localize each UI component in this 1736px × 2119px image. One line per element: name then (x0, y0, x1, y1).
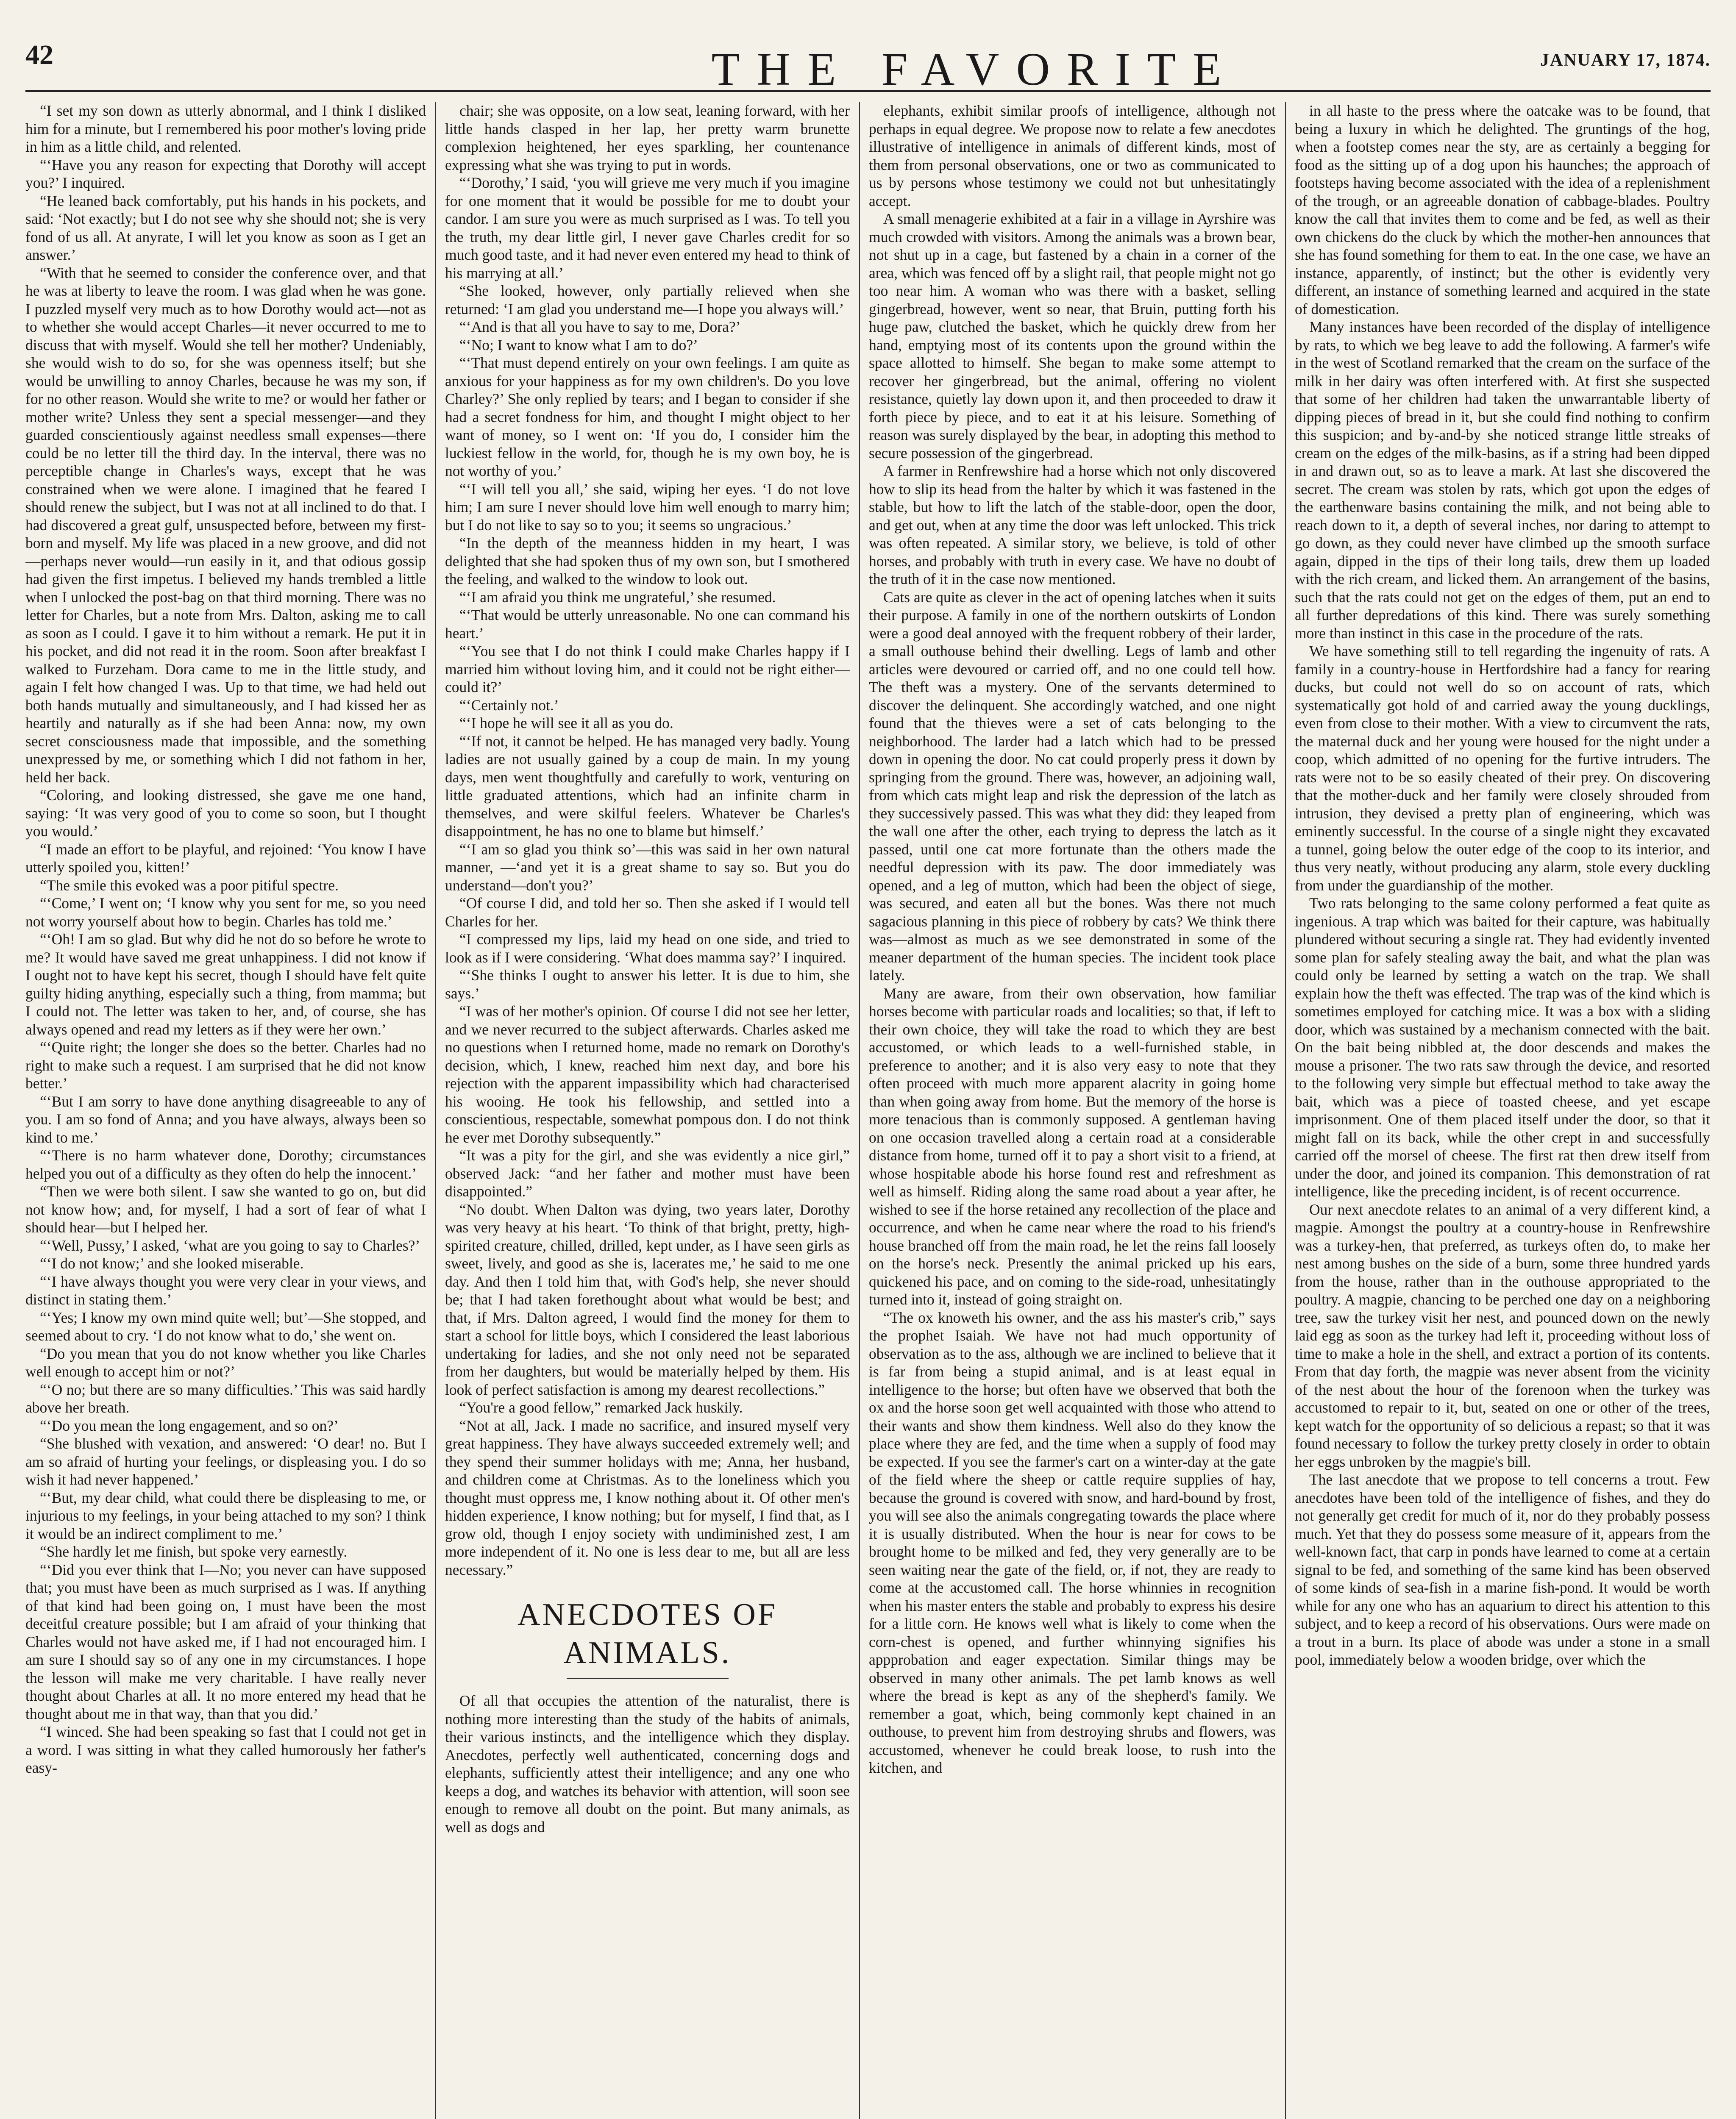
paragraph: “‘I do not know;’ and she looked miserable. (40, 1255, 304, 1272)
paragraph: “She hardly let me finish, but spoke very earnestly. (40, 1543, 348, 1560)
paragraph: “‘You see that I do not think I could make Charles happy if I married him without loving him, and it could not be right either—could it?’ (445, 642, 850, 695)
header-rule (25, 90, 1711, 92)
paragraph: Many instances have been recorded of the display of intelligence by rats, to which we beg leave to add the following. A farmer's wife in the west of Scotland remarked that the cream on the surface of the milk in her dairy was often interfered with. At first she suspected that some of her children had taken the unwarrantable liberty of dipping pieces of bread in it, but she could find nothing to confirm this suspicion; and by-and-by she noticed strange little streaks of cream on the edges of the milk-basins, as if a string had been dipped in and drawn out, so as to leave a mark. At last she discovered the secret. The cream was stolen by rats, which got upon the edges of the earthenware basins containing the milk, and not being able to reach down to it, a depth of several inches, nor daring to attempt to go down, as they could never have climbed up the smooth surface again, dipped in the tips of their long tails, drew them up loaded with the rich cream, and licked them. An arrangement of the basins, such that the rats could not get on the edges of them, put an end to all further depredations of this kind. There was surely something more than instinct in this case in the procedure of the rats. (1295, 318, 1710, 642)
paragraph: elephants, exhibit similar proofs of intelligence, although not perhaps in equal degree. We propose now to relate a few anecdotes illustrative of intelligence in animals of different kinds, most of them from personal observations, one or two as communicated to us by persons whose testimony we could not but unhesitatingly accept. (869, 102, 1276, 209)
paragraph: “The smile this evoked was a poor pitiful spectre. (40, 876, 339, 894)
paragraph: The last anecdote that we propose to tell concerns a trout. Few anecdotes have been told of the intelligence of fishes, and they do not generally get credit for much of it, nor do they probably possess much. Yet that they do possess some measure of it, appears from the well-known fact, that carp in ponds have learned to come at a certain signal to be fed, and something of the same kind has been observed of some kinds of sea-fish in a marine fish-pond. It would be worth while for any one who has an aquarium to direct his attention to this subject, and to keep a record of his observations. Ours were made on a trout in a burn. Its place of abode was under a stone in a small pool, immediately below a wooden bridge, over which the (1295, 1471, 1710, 1668)
paragraph: “‘Do you mean the long engagement, and so on?’ (40, 1417, 339, 1434)
paragraph: “She blushed with vexation, and answered: ‘O dear! no. But I am so afraid of hurting your feelings, or displeasing you. I do so wish it had never happened.’ (25, 1435, 426, 1488)
issue-date: JANUARY 17, 1874. (1540, 50, 1711, 70)
paragraph: “‘Have you any reason for expecting that Dorothy will accept you?’ I inquired. (25, 156, 426, 191)
paragraph: “She looked, however, only partially relieved when she returned: ‘I am glad you understand me—I hope you always will.’ (445, 282, 850, 317)
paragraph: “Not at all, Jack. I made no sacrifice, and insured myself very great happiness. They have always succeeded extremely well; and they spend their summer holidays with me; Anna, her husband, and children come at Christmas. As to the loneliness which you thought must oppress me, I know nothing about it. Of other men's hidden experience, I know nothing; but for myself, I find that, as I grow old, though I enjoy society with undiminished zest, I am more independent of it. No one is less dear to me, but all are less necessary.” (445, 1417, 850, 1578)
paragraph: “‘Certainly not.’ (459, 696, 559, 714)
paragraph: “‘I am so glad you think so’—this was said in her own natural manner, —‘and yet it is a great shame to say so. But you do understand—don't you?’ (445, 840, 850, 894)
article-title: ANECDOTES OF ANIMALS. (517, 1597, 777, 1670)
column-divider (859, 102, 860, 2119)
paragraph: “‘Did you ever think that I—No; you never can have supposed that; you must have been as much surprised as I was. If anything of that kind had been going on, I must have been the most deceitful creature possible; but I am afraid of your thinking that Charles would not have asked me, if I had not encouraged him. I am sure I should say so of any one in my circumstances. I hope the lesson will make me very charitable. I have really never thought about Charles at all. It no more entered my head that he thought about me in that way, than that you did.’ (25, 1561, 426, 1722)
paragraph: “The ox knoweth his owner, and the ass his master's crib,” says the prophet Isaiah. We have not had much opportunity of observation as to the ass, although we are inclined to believe that it is far from being a stupid animal, and is at least equal in intelligence to the horse; but often have we observed that both the ox and the horse soon get well acquainted with those who attend to their wants and show them kindness. Well also do they know the place where they are fed, and the time when a supply of food may be expected. If you see the farmer's cart on a winter-day at the gate of the field where the sheep or cattle require supplies of hay, because the ground is covered with snow, and hard-bound by frost, you will see also the animals congregating towards the place where it is usually distributed. When the hour is near for cows to be brought home to be milked and fed, they very generally are to be seen waiting near the gate of the field, or, if not, they are ready to come at the accustomed call. The horse whinnies in recognition when his master enters the stable and probably to express his desire for a little corn. He knows well what is likely to come when the corn-chest is opened, and further whinnying signifies his appprobation and eager expectation. Similar things may be observed in many other animals. The pet lamb knows as well where the bread is kept as any of the shepherd's family. We remember a goat, which, being commonly kept chained in an outhouse, to prevent him from destroying shrubs and flowers, was accustomed, whenever he could break loose, to rush into the kitchen, and (869, 1309, 1276, 1776)
paragraph: “I made an effort to be playful, and rejoined: ‘You know I have utterly spoiled you, kitten!’ (25, 840, 426, 876)
paragraph: “‘O no; but there are so many difficulties.’ This was said hardly above her breath. (25, 1381, 426, 1416)
paragraph: Our next anecdote relates to an animal of a very different kind, a magpie. Amongst the poultry at a country-house in Renfrewshire was a turkey-hen, that preferred, as turkeys often do, to make her nest among bushes on the side of a burn, some three hundred yards from the house, rather than in the outhouse appropriated to the poultry. A magpie, chancing to be perched one day on a neighboring tree, saw the turkey visit her nest, and pounced down on the newly laid egg as soon as the turkey had left it, proceeding without loss of time to make a hole in the shell, and extract a portion of its contents. From that day forth, the magpie was never absent from the vicinity of the nest about the hour of the forenoon when the turkey was accustomed to repair to it, but, seated on one or other of the trees, kept watch for the opportunity of so delicious a repast; so that it was found necessary to follow the turkey pretty closely in order to obtain her eggs unbroken by the magpie's bill. (1295, 1201, 1710, 1470)
paragraph: “‘I will tell you all,’ she said, wiping her eyes. ‘I do not love him; I am sure I never should love him well enough to marry him; but I do not like to say so to you; it seems so ungracious.’ (445, 480, 850, 534)
paragraph: A small menagerie exhibited at a fair in a village in Ayrshire was much crowded with visitors. Among the animals was a brown bear, not shut up in a cage, but fastened by a chain in a corner of the area, which was fenced off by a slight rail, that people might not go too near him. A woman who was there with a basket, selling gingerbread, however, went so near, that Bruin, putting forth his huge paw, clutched the basket, which he quickly drew from her hand, emptying most of its contents upon the ground within the space allotted to himself. She began to make some attempt to recover her gingerbread, but the animal, offering no violent resistance, quietly lay down upon it, and then proceeded to draw it forth piece by piece, and to eat it at his leisure. Something of reason was surely displayed by the bear, in adopting this method to secure possession of the gingerbread. (869, 210, 1276, 462)
paragraph: “It was a pity for the girl, and she was evidently a nice girl,” observed Jack: “and her father and mother must have been disappointed.” (445, 1147, 850, 1200)
paragraph: “‘Well, Pussy,’ I asked, ‘what are you going to say to Charles?’ (40, 1237, 420, 1254)
masthead: THE FAVORITE (711, 43, 1238, 95)
paragraph: “‘I have always thought you were very clear in your views, and distinct in stating them.’ (25, 1273, 426, 1308)
paragraph: Cats are quite as clever in the act of opening latches when it suits their purpose. A family in one of the northern outskirts of London were a good deal annoyed with the frequent robbery of their larder, a small outhouse behind their dwelling. Legs of lamb and other articles were devoured or carried off, and no one could tell how. The theft was a mystery. One of the servants determined to discover the delinquent. She accordingly watched, and one night found that the thieves were a set of cats belonging to the neighborhood. The larder had a latch which had to be pressed down in opening the door. No cat could properly press it down by springing from the ground. There was, however, an adjoining wall, from which cats might leap and risk the depression of the latch as they successively passed. This was what they did: they leaped from the wall one after the other, each trying to depress the latch as it passed, until one cat more fortunate than the others made the needful depression with its paw. The door immediately was opened, and a leg of mutton, which had been the object of siege, was secured, and eaten all but the bones. Was there not much sagacious planning in this piece of robbery by cats? We think there was—almost as much as we see demonstrated in some of the meaner department of the human species. The incident took place lately. (869, 588, 1276, 984)
column-1 (25, 102, 426, 2119)
paragraph: “‘Quite right; the longer she does so the better. Charles had no right to make such a request. I am surprised that he did not know better.’ (25, 1039, 426, 1092)
paragraph: “With that he seemed to consider the conference over, and that he was at liberty to leave the room. I was glad when he was gone. I puzzled myself very much as to how Dorothy would act—not as to whether she would accept Charles—it never occurred to me to discuss that with myself. Would she tell her mother? Undeniably, she would wish to do so, for she was openness itself; but she would be unwilling to annoy Charles, because he was my son, if for no other reason. Would she write to me? or would her father or mother write? Unless they sent a special messenger—and they guarded conscientiously against needless small expenses—there could be no letter till the third day. In the interval, there was no perceptible change in Charles's ways, except that he was constrained when we were alone. I imagined that he feared I should renew the subject, but I was not at all inclined to do that. I had discovered a great gulf, unsuspected before, between my first-born and myself. My life was placed in a new groove, and did not—perhaps never would—run easily in it, and that odious gossip had given the first impetus. I believed my hands trembled a little when I unlocked the post-bag on that third morning. There was no letter for Charles, but a note from Mrs. Dalton, asking me to call as soon as I could. I gave it to him without a remark. He put it in his pocket, and did not read it in the room. Soon after breakfast I walked to Furzeham. Dora came to me in the little study, and again I felt how changed I was. Up to that time, we had held out both hands mutually and simultaneously, and I had kissed her as heartily and naturally as if she had been Anna: now, my own secret consciousness made that impossible, and the something unexpressed by me, or something which I did not fathom in her, held her back. (25, 264, 426, 786)
paragraph: “‘That must depend entirely on your own feelings. I am quite as anxious for your happiness as for my own children's. Do you love Charley?’ She only replied by tears; and I began to consider if she had a secret fondness for him, and thought I might object to her want of money, so I went on: ‘If you do, I consider him the luckiest fellow in the world, for, though he is my own boy, he is not worthy of you.’ (445, 354, 850, 479)
paragraph: “‘If not, it cannot be helped. He has managed very badly. Young ladies are not usually gained by a coup de main. In my young days, men went thoughtfully and carefully to work, venturing on little graduated attentions, which had an infinite charm in themselves, and were skilful feelers. Whatever be Charles's disappointment, he has no one to blame but himself.’ (445, 732, 850, 840)
page-number: 42 (25, 39, 53, 70)
paragraph: “Do you mean that you do not know whether you like Charles well enough to accept him or not?’ (25, 1345, 426, 1380)
paragraph: “Of course I did, and told her so. Then she asked if I would tell Charles for her. (445, 895, 850, 930)
paragraph: Two rats belonging to the same colony performed a feat quite as ingenious. A trap which was baited for their capture, was habitually plundered without securing a single rat. They had evidently invented some plan for safely stealing away the bait, and what the plan was could only be learned by setting a watch on the trap. We shall explain how the theft was effected. The trap was of the kind which is sometimes employed for catching mice. It was a box with a sliding door, which was sustained by a mechanism connected with the bait. On the bait being nibbled at, the door descends and makes the mouse a prisoner. The two rats saw through the device, and resorted to the following very simple but effectual method to take away the bait, which was a piece of toasted cheese, and yet escape imprisonment. One of them placed itself under the door, so that it might fall on its back, while the other crept in and successfully carried off the morsel of cheese. The first rat then drew itself from under the door, and joined its companion. This demonstration of rat intelligence, like the preceding incident, is of recent occurrence. (1295, 895, 1710, 1200)
paragraph: “‘Yes; I know my own mind quite well; but’—She stopped, and seemed about to cry. ‘I do not know what to do,’ she went on. (25, 1309, 426, 1344)
paragraph: “‘No; I want to know what I am to do?’ (459, 336, 698, 353)
paragraph: “Then we were both silent. I saw she wanted to go on, but did not know how; and, for myself, I had a sort of fear of what I should hear—but I helped her. (25, 1183, 426, 1236)
paragraph: We have something still to tell regarding the ingenuity of rats. A family in a country-house in Hertfordshire had a fancy for rearing ducks, but could not well do so on account of rats, which systematically got hold of and carried away the young ducklings, even from close to their mother. With a view to circumvent the rats, the maternal duck and her young were housed for the night under a coop, which admitted of no opening for the furtive intruders. The rats were not to be so easily cheated of their prey. On discovering that the mother-duck and her family were closely shrouded from intrusion, they devised a pretty plan of engineering, which was eminently successful. In the course of a single night they excavated a tunnel, going below the outer edge of the coop to its interior, and thus very neatly, without producing any alarm, stole every duckling from under the guardianship of the mother. (1295, 642, 1710, 894)
paragraph: in all haste to the press where the oatcake was to be found, that being a luxury in which he delighted. The gruntings of the hog, when a footstep comes near the sty, are as certainly a begging for food as the sitting up of a dog upon his haunches; the approach of footsteps having become associated with the idea of a replenishment of the trough, or an agreeable donation of cabbage-blades. Poultry know the call that invites them to come and be fed, as well as their own chickens do the cluck by which the mother-hen announces that she has found something for them to eat. In the one case, we have an instance, apparently, of instinct; but the other is evidently very different, an instance of something learned and acquired in the state of domestication. (1295, 102, 1710, 317)
paragraph: “He leaned back comfortably, put his hands in his pockets, and said: ‘Not exactly; but I do not see why she should not; she is very fond of us all. At anyrate, I will let you know as soon as I get an answer.’ (25, 192, 426, 263)
paragraph: “I set my son down as utterly abnormal, and I think I disliked him for a minute, but I remembered his poor mother's loving pride in him as a little child, and relented. (25, 102, 426, 155)
paragraph: “‘But, my dear child, what could there be displeasing to me, or injurious to my feelings, in your being attached to my son? I think it would be an indirect compliment to me.’ (25, 1489, 426, 1542)
column-2-story (445, 102, 850, 1579)
column-divider (1285, 102, 1286, 2119)
paragraph: “‘I am afraid you think me ungrateful,’ she resumed. (459, 588, 776, 606)
column-2 (445, 102, 850, 2119)
page-header (0, 0, 1736, 95)
paragraph: “In the depth of the meanness hidden in my heart, I was delighted that she had spoken thus of my own son, but I smothered the feeling, and walked to the window to look out. (445, 534, 850, 587)
article-intro: Of all that occupies the attention of the naturalist, there is nothing more interesting than the study of the habits of animals, their various instincts, and the intelligence which they display. Anecdotes, perfectly well authenticated, concerning dogs and elephants, sufficiently attest their intelligence; and any one who keeps a dog, and watches its behavior with attention, will soon see enough to remove all doubt on the point. But many animals, as well as dogs and (445, 1692, 850, 1835)
paragraph: “‘But I am sorry to have done anything disagreeable to any of you. I am so fond of Anna; and you have always, always been so kind to me.’ (25, 1093, 426, 1146)
column-3 (869, 102, 1276, 2119)
paragraph: A farmer in Renfrewshire had a horse which not only discovered how to slip its head from the halter by which it was fastened in the stable, but how to lift the latch of the stable-door, open the door, and get out, when at any time the door was left unlocked. This trick was often repeated. A similar story, we believe, is told of other horses, and probably with truth in every case. We have no doubt of the truth of it in the case now mentioned. (869, 462, 1276, 587)
paragraph: “‘That would be utterly unreasonable. No one can command his heart.’ (445, 606, 850, 642)
paragraph: “‘Dorothy,’ I said, ‘you will grieve me very much if you imagine for one moment that it would be possible for me to doubt your candor. I am sure you were as much surprised as I was. To tell you the truth, my dear little girl, I never gave Charles credit for so much good taste, and it had never even entered my head to think of his marrying at all.’ (445, 174, 850, 281)
paragraph: “‘Oh! I am so glad. But why did he not do so before he wrote to me? It would have saved me great unhappiness. I did not know if I ought not to have kept his secret, though I should have felt quite guilty hiding anything, especially such a thing, from mamma; but I could not. The letter was taken to her, and, of course, she has always opened and read my letters as if they were her own.’ (25, 931, 426, 1038)
paragraph: Many are aware, from their own observation, how familiar horses become with particular roads and localities; so that, if left to their own choice, they will take the road to which they are best accustomed, or which leads to a well-furnished stable, in preference to another; and it is also very easy to note that they often proceed with much more apparent alacrity in going home than when going away from home. But the memory of the horse is more tenacious than is commonly supposed. A gentleman having on one occasion travelled along a certain road at a considerable distance from home, turned off it to pay a short visit to a friend, at whose hospitable abode his horse found rest and refreshment as well as himself. Riding along the same road about a year after, he wished to see if the horse retained any recollection of the place and occurrence, and when he came near where the road to his friend's house branched off from the main road, he let the reins fall loosely on the horse's neck. Presently the animal pricked up his ears, quickened his pace, and on coming to the side-road, unhesitatingly turned into it, instead of going straight on. (869, 984, 1276, 1308)
paragraph: “No doubt. When Dalton was dying, two years later, Dorothy was very heavy at his heart. ‘To think of that bright, pretty, high-spirited creature, chilled, drilled, kept under, as I have seen girls as sweet, lively, and good as she is, lacerates me,’ he said to me one day. And then I told him that, with God's help, she never should be; that I had taken forethought about what would be best; and that, if Mrs. Dalton agreed, I would find the money for them to start a school for little boys, which I considered the least laborious undertaking for ladies, and she not only need not be separated from her daughters, but would be materially helped by them. His look of perfect satisfaction is among my dearest recollections.” (445, 1201, 850, 1398)
title-rule (567, 1678, 729, 1679)
paragraph: “Coloring, and looking distressed, she gave me one hand, saying: ‘It was very good of you to come so soon, but I thought you would.’ (25, 787, 426, 840)
paragraph: “I winced. She had been speaking so fast that I could not get in a word. I was sitting in what they called humorously her father's easy- (25, 1723, 426, 1776)
paragraph: “‘And is that all you have to say to me, Dora?’ (459, 318, 741, 335)
paragraph: “I compressed my lips, laid my head on one side, and tried to look as if I were considering. ‘What does mamma say?’ I inquired. (445, 931, 850, 966)
paragraph: “‘Come,’ I went on; ‘I know why you sent for me, so you need not worry yourself about how to begin. Charles has told me.’ (25, 895, 426, 930)
paragraph: “‘She thinks I ought to answer his letter. It is due to him, she says.’ (445, 967, 850, 1002)
paragraph: “‘I hope he will see it all as you do. (459, 715, 673, 731)
paragraph: chair; she was opposite, on a low seat, leaning forward, with her little hands clasped in her lap, her pretty warm brunette complexion heightened, her eyes sparkling, her countenance expressing what she was trying to put in words. (445, 102, 850, 173)
column-divider (435, 102, 436, 2119)
paragraph: “You're a good fellow,” remarked Jack huskily. (459, 1399, 743, 1416)
paragraph: “I was of her mother's opinion. Of course I did not see her letter, and we never recurred to the subject afterwards. Charles asked me no questions when I returned home, made no remark on Dorothy's decision, which, I knew, reached him next day, and bore his rejection with the apparent impassibility which had characterised his wooing. He took his fellowship, and settled into a conscientious, respectable, somewhat pompous don. I do not think he ever met Dorothy subsequently.” (445, 1003, 850, 1146)
paragraph: “‘There is no harm whatever done, Dorothy; circumstances helped you out of a difficulty as they often do help the innocent.’ (25, 1147, 426, 1182)
column-4 (1295, 102, 1710, 2119)
